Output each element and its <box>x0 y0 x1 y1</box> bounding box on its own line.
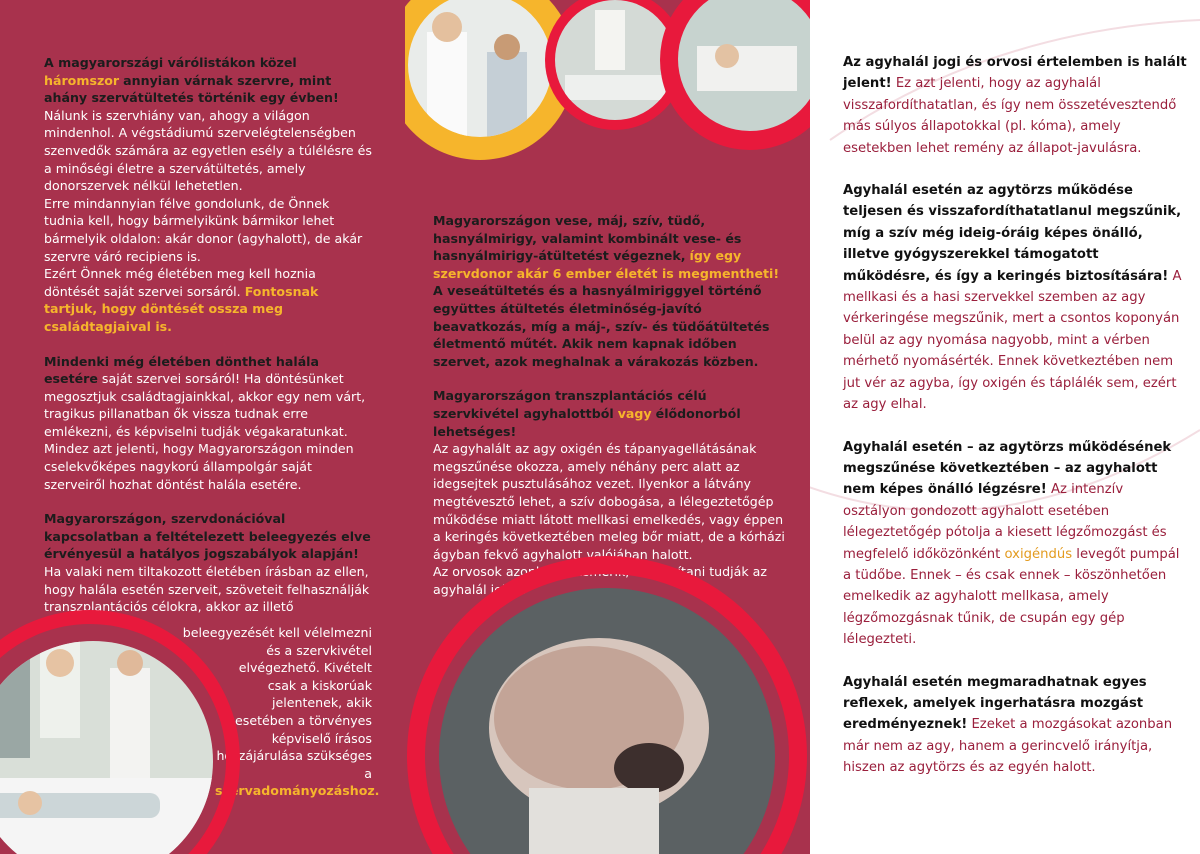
left-section-1 <box>44 54 372 107</box>
mid-s1-bold: Magyarországon vese, máj, szív, tüdő, hasnyálmirigy, valamint kombinált vese- és hasnyálmirigy-átültetést végeznek, <box>433 213 742 264</box>
mid-s1-bold-2-wrap <box>433 282 785 370</box>
left-s3-text-1: Ha valaki nem tiltakozott életében írásban az ellen, hogy halála esetén szerveit, szöveteit felhasználják transzplantációs célokra, akkor az illető <box>44 564 370 615</box>
mid-s2-bold-2: élődonorból lehetséges! <box>433 405 741 439</box>
right-s3-text-1: Az intenzív osztályon gondozott agyhalott esetében lélegeztetőgép pótolja a kiesett légzőmozgást és megfelelő időközönként <box>843 482 1167 562</box>
right-s2-text: A mellkasi és a hasi szervekkel szemben az agy vérkeringése megszűnik, mert a csontos koponyán belül az agy nyomása nagyobb, mint a vérben mérhető nyomásérték. Ennek következtében nem jut vér az agyba, így oxigén és táplálék sem, ezért az agy elhal. <box>843 268 1182 413</box>
doctor-patient-illustration <box>407 0 553 138</box>
intensive-care-illustration <box>555 0 675 120</box>
mid-s1-highlight: így egy szervdonor akár 6 ember életét is megmentheti! <box>433 248 780 281</box>
left-text-column <box>44 54 372 616</box>
right-s3-text-2: levegőt pumpál a tüdőbe. Ennek – és csak ennek – köszönhetően emelkedik az agyhalott mellkasa, amely légzőmozgásnak tűnik, de csupán egy gép lélegezteti. <box>843 546 1180 648</box>
left-panel <box>0 0 405 854</box>
left-s1-text-1: Nálunk is szervhiány van, ahogy a világon mindenhol. A végstádiumú szervelégtelenségben szenvedők számára az egyetlen esély a túlélésre és a minőségi életre a szervátültetés, amely donorszervek nélkül lehetetlen. <box>44 107 372 194</box>
left-s1-text-2: Erre mindannyian félve gondolunk, de Önnek tudnia kell, hogy bármelyikünk bármikor lehet bármelyik oldalon: akár donor (agyhalott), de akár szervre váró recipiens is. <box>44 195 363 264</box>
right-s1-text: Ez azt jelenti, hogy az agyhalál visszafordíthatatlan, és így nem összetévesztendő más súlyos állapotokkal (pl. kóma), amely esetekben lehet remény az állapot-javulásra. <box>843 76 1177 156</box>
right-text-column <box>843 52 1188 779</box>
mid-s2-highlight: vagy <box>617 405 652 421</box>
left-s2-text-2: Mindez azt jelenti, hogy Magyarországon minden cselekvőképes nagykorú állampolgár saját szerveiről hozhat döntést halála esetére. <box>44 441 354 492</box>
right-panel <box>810 0 1200 854</box>
left-s1-text-3: Ezért Önnek még életében meg kell hoznia döntését saját szervei sorsáról. <box>44 266 316 299</box>
right-s4-text: Ezeket a mozgásokat azonban már nem az agy, hanem a gerincvelő irányítja, hiszen az agytörzs és az egyén halott. <box>843 717 1173 776</box>
right-s3-highlight: oxigéndús <box>1004 546 1073 562</box>
left-s3-text-3: és a szervkivétel elvégezhető. Kivételt csak a kiskorúak jelentenek, akik esetében a törvényes képviselő írásos hozzájárulása szükséges a <box>216 642 372 781</box>
brain-xray-illustration <box>439 588 775 854</box>
right-section-4 <box>843 672 1188 779</box>
left-s2-text-1: saját szervei sorsáról! Ha döntésünket megosztjuk családtagjainkkal, akkor egy nem várt, tragikus pillanatban ők vissza tudnak erre emlékezni, és képviselni tudják végakaratunkat. <box>44 371 366 439</box>
mid-s2-bold: Magyarországon transzplantációs célú szervkivétel agyhalottból <box>433 388 707 421</box>
middle-text-column <box>433 212 785 598</box>
left-s3-bold: Magyarországon, szervdonációval kapcsolatban a feltételezett beleegyezés elve érvényesül a hatályos jogszabályok alapján! <box>44 511 371 562</box>
left-section-2 <box>44 353 372 441</box>
right-s3-bold: Agyhalál esetén – az agytörzs működésének megszűnése következtében – az agyhalott nem képes önálló légzésre! <box>843 439 1172 498</box>
hospital-illustration <box>0 628 226 854</box>
left-s2-bold: Mindenki még életében dönthet halála esetére <box>44 353 320 387</box>
left-s3-text-2: beleegyezését kell vélelmezni <box>182 625 372 640</box>
right-s2-bold: Agyhalál esetén az agytörzs működése teljesen és visszafordíthatatlanul megszűnik, míg a szív még ideig-óráig képes önálló, illetve gyógyszerekkel támogatott működésre, és így a keringés biztosítására! <box>843 183 1182 284</box>
right-s4-bold: Agyhalál esetén megmaradhatnak egyes reflexek, amelyek ingerhatásra mozgást eredményeznek! <box>843 674 1147 733</box>
left-s1-bold-2: annyian várnak szervre, mint ahány szervátültetés történik egy évben! <box>44 72 339 106</box>
left-s1-highlight-2: Fontosnak tartjuk, hogy döntését ossza meg családtagjaival is. <box>44 283 319 334</box>
left-s1-text-3-wrap <box>44 265 372 335</box>
right-section-1 <box>843 52 1188 159</box>
left-s3-highlight: szervadományozáshoz. <box>215 783 380 799</box>
middle-panel <box>405 0 810 854</box>
left-s1-highlight: háromszor <box>44 72 120 88</box>
right-section-2 <box>843 180 1188 415</box>
left-s1-bold: A magyarországi várólistákon közel <box>44 55 297 70</box>
right-section-3 <box>843 437 1188 651</box>
mid-s2-text-2: Az orvosok azonban felismerik, azonosítani tudják az agyhalál jeleit. <box>433 564 767 597</box>
middle-section-1 <box>433 212 785 282</box>
middle-section-2 <box>433 387 785 440</box>
bed-patient-illustration <box>677 0 810 132</box>
mid-s2-text-1: Az agyhalált az agy oxigén és tápanyagellátásának megszűnése okozza, amely néhány perc alatt az idegsejtek pusztulásához vezet. Ilyenkor a látvány megtévesztő lehet, a szív dobogása, a lélegeztetőgép működése miatt látott mellkasi emelkedés, vagy éppen a keringés következtében meleg bőr miatt, de a kórházi ágyban fekvő agyhalott valójában halott. <box>433 441 785 562</box>
mid-s1-bold-2: A veseátültetés és a hasnyálmiriggyel történő együttes átültetés életminőség-javító beavatkozás, míg a máj-, szív- és tüdőátültetés életmentő műtét. Akik nem kapnak időben szervet, azok meghalnak a várakozás közben. <box>433 283 770 369</box>
right-s1-bold: Az agyhalál jogi és orvosi értelemben is halált jelent! <box>843 55 1187 92</box>
